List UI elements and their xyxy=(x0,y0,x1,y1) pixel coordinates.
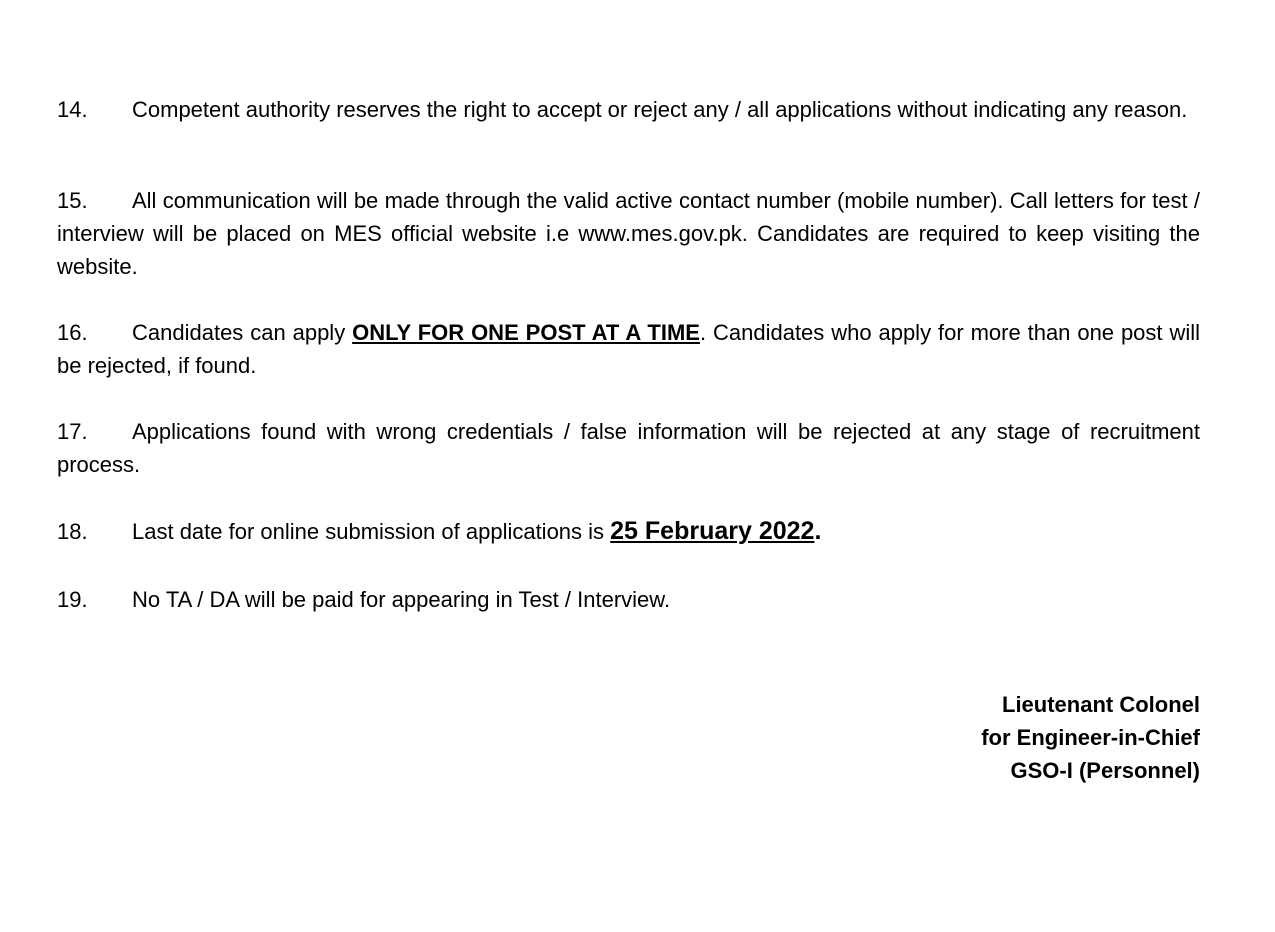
paragraph-17 xyxy=(57,415,1200,481)
paragraph-19 xyxy=(57,583,1200,616)
paragraph-number: 19. xyxy=(57,587,88,612)
paragraph-14 xyxy=(57,93,1200,126)
paragraph-text: Applications found with wrong credentials / false information will be rejected at any stage of recruitment process. xyxy=(57,419,1200,477)
signature-on-behalf: for Engineer-in-Chief xyxy=(981,725,1200,750)
paragraph-number: 16. xyxy=(57,320,88,345)
paragraph-number: 15. xyxy=(57,188,88,213)
paragraph-number: 14. xyxy=(57,97,88,122)
paragraph-18 xyxy=(57,515,1200,548)
paragraph-text: No TA / DA will be paid for appearing in Test / Interview. xyxy=(132,587,671,612)
last-date: 25 February 2022 xyxy=(610,517,815,545)
paragraph-number: 18. xyxy=(57,519,88,544)
paragraph-text-continued: . Candidates who apply for more than one post will be rejected, if found. xyxy=(57,320,1200,378)
emphasis-one-post: ONLY FOR ONE POST AT A TIME xyxy=(352,320,700,345)
paragraph-text: Competent authority reserves the right to accept or reject any / all applications without indicating any reason. xyxy=(132,97,1188,122)
paragraph-number: 17. xyxy=(57,419,88,444)
signature-block xyxy=(981,688,1200,787)
paragraph-text: Last date for online submission of applications is xyxy=(132,519,611,544)
paragraph-text: All communication will be made through the valid active contact number (mobile number). Call letters for test / interview will be placed on MES official website i.e www.mes.gov.pk. Candidates are required to keep visiting the website. xyxy=(57,188,1200,279)
last-date-period: . xyxy=(814,517,822,545)
paragraph-text: Candidates can apply xyxy=(132,320,353,345)
paragraph-16 xyxy=(57,316,1200,382)
signature-rank: Lieutenant Colonel xyxy=(1002,692,1200,717)
signature-designation: GSO-I (Personnel) xyxy=(1010,758,1200,783)
paragraph-15 xyxy=(57,184,1200,283)
